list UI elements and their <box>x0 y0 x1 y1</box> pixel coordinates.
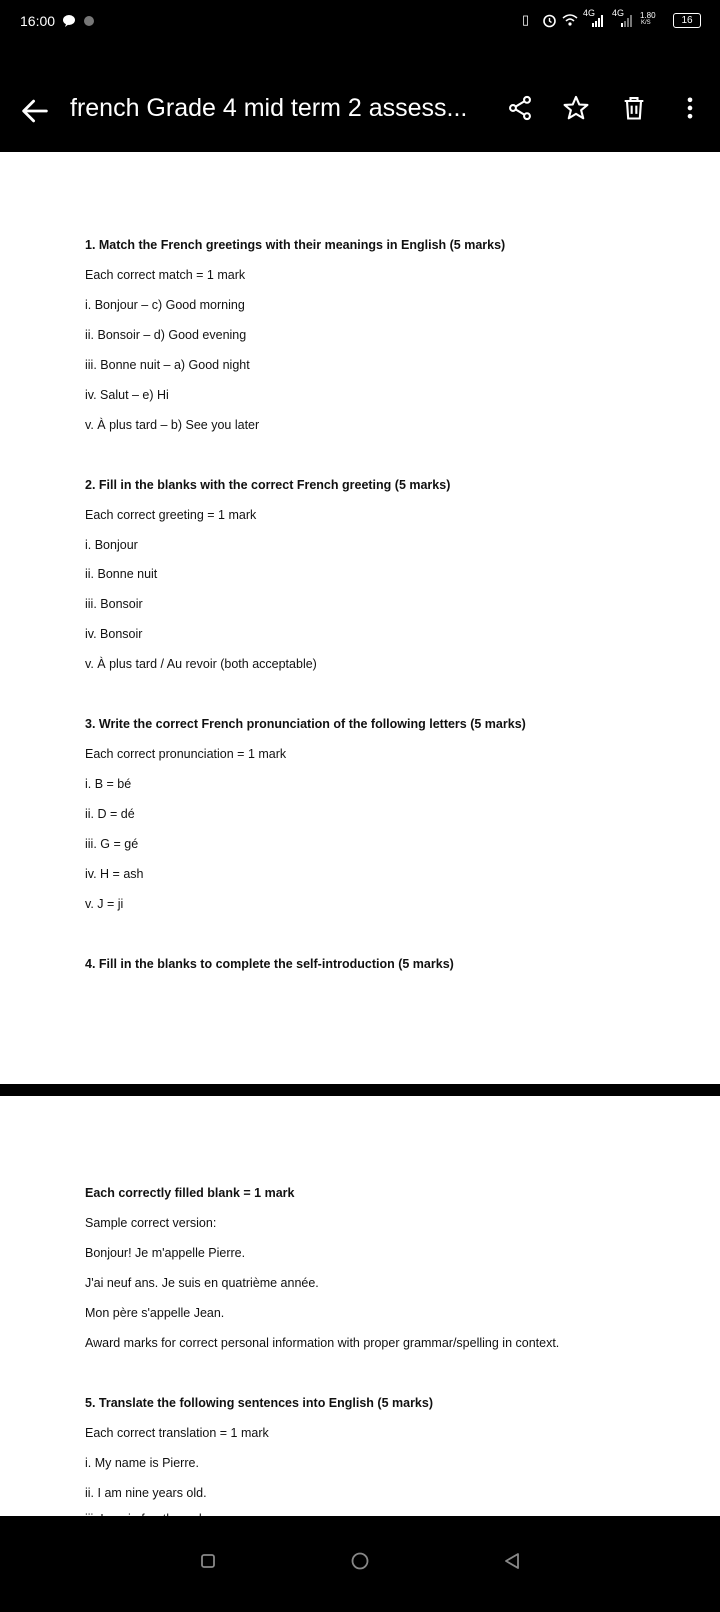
q3-marking: Each correct pronunciation = 1 mark <box>85 747 287 761</box>
data-speed: 1.80 <box>640 11 656 20</box>
vibrate-icon: ▯ <box>522 12 530 27</box>
q1-heading: 1. Match the French greetings with their meanings in English (5 marks) <box>85 238 506 252</box>
status-time: 16:00 <box>20 13 56 29</box>
star-icon[interactable] <box>562 94 590 122</box>
cloud-icon <box>82 14 96 28</box>
more-options-icon[interactable] <box>676 94 704 122</box>
network-type-1: 4G <box>583 8 596 18</box>
document-title: french Grade 4 mid term 2 assess... <box>70 94 468 122</box>
network-type-2: 4G <box>612 8 625 18</box>
alarm-icon <box>542 13 557 28</box>
q4-sample-line: J'ai neuf ans. Je suis en quatrième année. <box>85 1276 319 1290</box>
q1-marking: Each correct match = 1 mark <box>85 268 246 282</box>
q1-answer: iii. Bonne nuit – a) Good night <box>85 358 250 372</box>
q1-answer: iv. Salut – e) Hi <box>85 388 169 402</box>
toolbar <box>0 44 720 154</box>
status-bar <box>0 0 720 44</box>
signal-icon <box>592 15 604 27</box>
q2-answer: ii. Bonne nuit <box>85 567 158 581</box>
q4-sample-label: Sample correct version: <box>85 1216 217 1230</box>
q3-answer: ii. D = dé <box>85 807 135 821</box>
q4-note: Award marks for correct personal information with proper grammar/spelling in context. <box>85 1336 560 1350</box>
share-icon[interactable] <box>506 94 534 122</box>
q2-heading: 2. Fill in the blanks with the correct French greeting (5 marks) <box>85 478 451 492</box>
document-page-2[interactable] <box>0 1096 720 1516</box>
q3-heading: 3. Write the correct French pronunciation of the following letters (5 marks) <box>85 717 526 731</box>
q4-sample-line: Mon père s'appelle Jean. <box>85 1306 225 1320</box>
q1-answer: i. Bonjour – c) Good morning <box>85 298 245 312</box>
q3-answer: i. B = bé <box>85 777 132 791</box>
document-page-1[interactable] <box>0 152 720 1084</box>
q2-answer: v. À plus tard / Au revoir (both acceptable) <box>85 657 317 671</box>
delete-icon[interactable] <box>620 94 648 122</box>
q2-answer: iii. Bonsoir <box>85 597 143 611</box>
wifi-icon <box>562 13 578 27</box>
q3-answer: iii. G = gé <box>85 837 139 851</box>
recents-square-icon[interactable] <box>193 1546 223 1576</box>
q5-heading: 5. Translate the following sentences into English (5 marks) <box>85 1396 433 1410</box>
q1-answer: v. À plus tard – b) See you later <box>85 418 260 432</box>
q4-heading: 4. Fill in the blanks to complete the self-introduction (5 marks) <box>85 957 454 971</box>
battery-indicator: 16 <box>673 13 701 28</box>
q2-answer: iv. Bonsoir <box>85 627 143 641</box>
q3-answer: iv. H = ash <box>85 867 144 881</box>
back-triangle-icon[interactable] <box>497 1546 527 1576</box>
q3-answer: v. J = ji <box>85 897 124 911</box>
q5-marking: Each correct translation = 1 mark <box>85 1426 269 1440</box>
chat-icon <box>62 14 76 28</box>
q2-marking: Each correct greeting = 1 mark <box>85 508 257 522</box>
signal-icon-2 <box>621 15 633 27</box>
q4-sample-line: Bonjour! Je m'appelle Pierre. <box>85 1246 246 1260</box>
data-speed-unit: K/S <box>641 20 651 26</box>
q5-answer: i. My name is Pierre. <box>85 1456 199 1470</box>
back-arrow-icon[interactable] <box>18 94 52 128</box>
home-circle-icon[interactable] <box>345 1546 375 1576</box>
q1-answer: ii. Bonsoir – d) Good evening <box>85 328 247 342</box>
q4-marking: Each correctly filled blank = 1 mark <box>85 1186 295 1200</box>
q5-answer: ii. I am nine years old. <box>85 1486 207 1500</box>
q2-answer: i. Bonjour <box>85 538 138 552</box>
